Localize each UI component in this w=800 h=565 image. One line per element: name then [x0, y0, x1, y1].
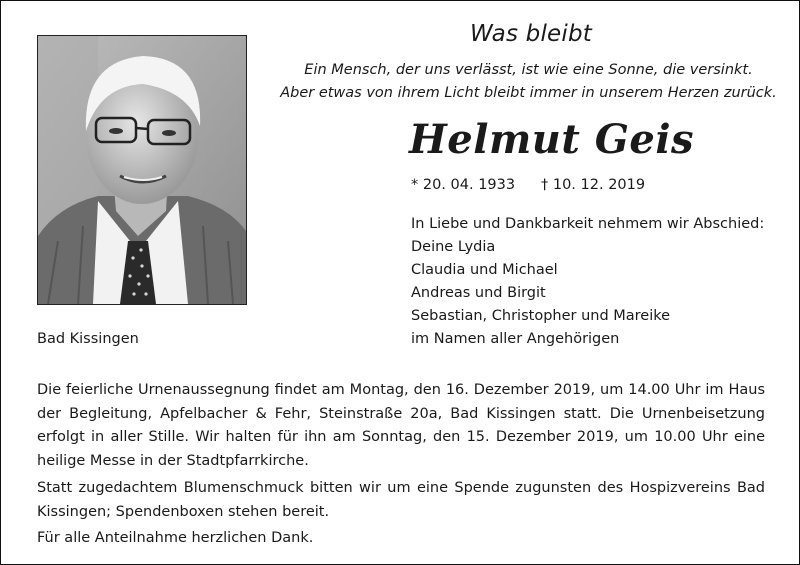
- mourners-list: [411, 213, 764, 351]
- mourner-line: Andreas und Birgit: [411, 285, 546, 301]
- mourner-line: Sebastian, Christopher und Mareike: [411, 308, 671, 324]
- portrait-photo: [37, 35, 247, 305]
- mourner-line: Claudia und Michael: [411, 262, 558, 278]
- donation-note: Statt zugedachtem Blumenschmuck bitten wir um eine Spende zugunsten des Hospizvereins Bad Kissingen; Spendenboxen stehen bereit.: [37, 480, 765, 520]
- mourner-line: Deine Lydia: [411, 239, 496, 255]
- quote-line-1: Ein Mensch, der uns verlässt, ist wie eine Sonne, die versinkt.: [304, 62, 753, 78]
- mourners-intro: In Liebe und Dankbarkeit nehmem wir Abschied:: [411, 216, 765, 232]
- death-date: † 10. 12. 2019: [541, 177, 646, 193]
- mourners-closing: im Namen aller Angehörigen: [411, 331, 620, 347]
- service-details: Die feierliche Urnenaussegnung findet am Montag, den 16. Dezember 2019, um 14.00 Uhr im Haus der Begleitung, Apfelbacher & Fehr, Steinstraße 20a, Bad Kissingen statt. Die Urnenbeisetzung erfolgt in aller Stille. Wir halten für ihn am Sonntag, den 15. Dezember 2019, um 10.00 Uhr eine heilige Messe in der Stadtpfarrkirche.: [37, 382, 765, 469]
- place-of-residence: Bad Kissingen: [37, 331, 139, 347]
- thanks-note: Für alle Anteilnahme herzlichen Dank.: [37, 530, 314, 546]
- deceased-name: Helmut Geis: [409, 116, 695, 163]
- heading: Was bleibt: [469, 21, 593, 47]
- quote-line-2: Aber etwas von ihrem Licht bleibt immer in unserem Herzen zurück.: [280, 85, 777, 101]
- birth-date: * 20. 04. 1933: [411, 177, 516, 193]
